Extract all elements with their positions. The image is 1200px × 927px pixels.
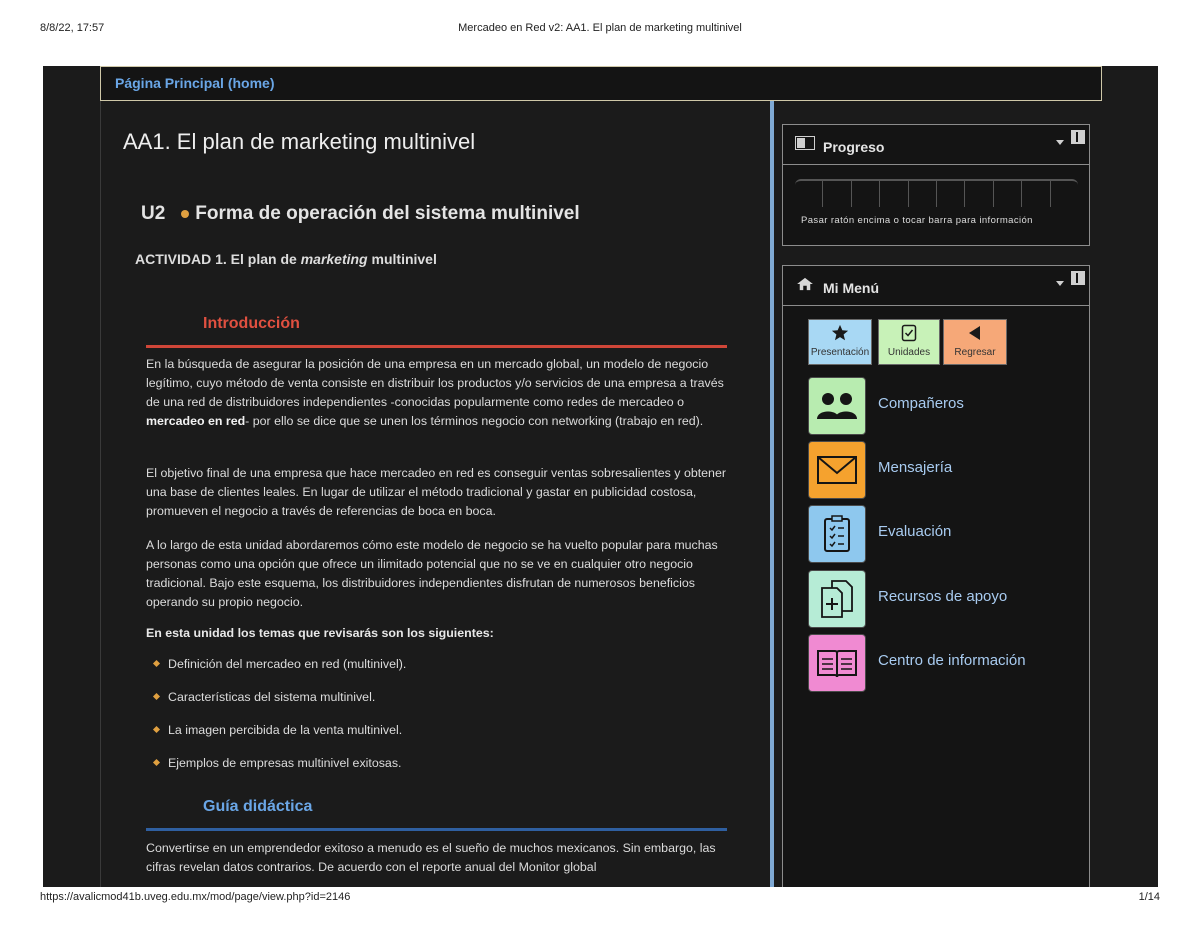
unit-header xyxy=(141,203,580,229)
menu-item-evaluacion[interactable] xyxy=(808,505,1098,563)
mensajeria-label: Mensajería xyxy=(878,459,953,476)
intro-paragraph-3: A lo largo de esta unidad abordaremos cómo este modelo de negocio se ha vuelto popular para muchas personas como una opción que ofrece un ilimitado potencial que no se ve en cualquier otro negocio tradicional. Bajo este esquema, los distribuidores independientes disfrutan de numerosos beneficios operando su propio negocio. xyxy=(146,538,718,609)
add-document-icon-tile[interactable] xyxy=(808,570,866,628)
recursos-label: Recursos de apoyo xyxy=(878,588,1008,605)
list-item xyxy=(154,723,402,737)
menu-header xyxy=(783,266,1089,306)
progress-segment[interactable] xyxy=(994,181,1022,207)
diamond-bullet-icon xyxy=(153,693,160,700)
dock-icon[interactable] xyxy=(1071,271,1085,285)
back-arrow-icon xyxy=(967,324,983,342)
star-icon xyxy=(831,324,849,342)
evaluacion-label: Evaluación xyxy=(878,523,952,540)
intro-paragraph-1 xyxy=(146,355,731,431)
topic-label: Ejemplos de empresas multinivel exitosas. xyxy=(168,756,402,770)
topic-label: Definición del mercadeo en red (multinivel). xyxy=(168,657,407,671)
book-icon xyxy=(816,647,858,679)
presentacion-button[interactable] xyxy=(808,319,872,365)
progress-segment[interactable] xyxy=(852,181,880,207)
chevron-down-icon[interactable] xyxy=(1056,140,1064,145)
print-url: https://avalicmod41b.uveg.edu.mx/mod/page/view.php?id=2146 xyxy=(40,891,351,903)
main-content xyxy=(100,101,771,887)
list-item xyxy=(154,657,406,671)
dock-icon[interactable] xyxy=(1071,130,1085,144)
menu-item-recursos[interactable] xyxy=(808,570,1098,628)
checklist-icon-tile[interactable] xyxy=(808,505,866,563)
unidades-button[interactable] xyxy=(878,319,940,365)
list-item xyxy=(154,756,401,770)
progress-segment[interactable] xyxy=(1051,181,1078,207)
progress-hint: Pasar ratón encima o tocar barra para información xyxy=(801,215,1033,226)
intro-divider xyxy=(146,345,727,348)
progress-bar[interactable] xyxy=(795,179,1078,209)
topic-label: La imagen percibida de la venta multinivel. xyxy=(168,723,403,737)
book-icon-tile[interactable] xyxy=(808,634,866,692)
topic-label: Características del sistema multinivel. xyxy=(168,690,376,704)
checkbox-icon xyxy=(901,324,917,342)
activity-title xyxy=(135,251,437,267)
menu-item-centro[interactable] xyxy=(808,634,1098,692)
column-divider xyxy=(770,101,774,887)
navbar xyxy=(100,66,1102,101)
checklist-icon xyxy=(823,515,851,553)
p1-bold: mercadeo en red xyxy=(146,414,246,428)
progress-segment[interactable] xyxy=(909,181,937,207)
print-date: 8/8/22, 17:57 xyxy=(40,22,105,34)
envelope-icon-tile[interactable] xyxy=(808,441,866,499)
menu-title: Mi Menú xyxy=(823,280,879,296)
unit-code: U2 xyxy=(141,203,166,224)
progress-segment[interactable] xyxy=(823,181,851,207)
progress-segment[interactable] xyxy=(965,181,993,207)
activity-emphasis: marketing xyxy=(300,251,368,267)
list-item xyxy=(154,690,375,704)
companeros-label: Compañeros xyxy=(878,395,964,412)
topics-intro: En esta unidad los temas que revisarás son los siguientes: xyxy=(146,626,494,640)
print-title: Mercadeo en Red v2: AA1. El plan de marketing multinivel xyxy=(458,22,742,34)
guide-paragraph: Convertirse en un emprendedor exitoso a menudo es el sueño de muchos mexicanos. Sin embargo, las cifras revelan datos contrarios. De acuerdo con el reporte anual del Monitor global xyxy=(146,841,716,874)
diamond-bullet-icon xyxy=(153,660,160,667)
intro-heading: Introducción xyxy=(203,315,300,332)
print-header xyxy=(40,22,1160,38)
progress-title: Progreso xyxy=(823,139,885,155)
diamond-bullet-icon xyxy=(153,726,160,733)
progress-segment[interactable] xyxy=(1022,181,1050,207)
presentacion-label: Presentación xyxy=(810,347,870,358)
p1-part-c: - por ello se dice que se unen los términos negocio con networking (trabajo en red). xyxy=(245,414,704,428)
unit-name: Forma de operación del sistema multinivel xyxy=(195,203,580,224)
chevron-down-icon[interactable] xyxy=(1056,281,1064,286)
progress-segment[interactable] xyxy=(880,181,908,207)
centro-label: Centro de información xyxy=(878,652,1026,669)
progress-segment[interactable] xyxy=(937,181,965,207)
home-icon xyxy=(795,277,815,291)
diamond-bullet-icon xyxy=(153,759,160,766)
page-title: AA1. El plan de marketing multinivel xyxy=(123,129,476,154)
guide-heading: Guía didáctica xyxy=(203,798,313,815)
regresar-label: Regresar xyxy=(954,347,996,358)
bullet-icon xyxy=(181,210,189,218)
print-footer xyxy=(40,891,1160,907)
progress-header xyxy=(783,125,1089,165)
activity-prefix: ACTIVIDAD 1. El plan de xyxy=(135,251,301,267)
envelope-icon xyxy=(816,455,858,485)
home-link[interactable]: Página Principal (home) xyxy=(115,75,275,91)
people-icon-tile[interactable] xyxy=(808,377,866,435)
people-icon xyxy=(816,391,858,421)
menu-item-companeros[interactable] xyxy=(808,377,1098,435)
progress-segment[interactable] xyxy=(795,181,823,207)
p1-part-a: En la búsqueda de asegurar la posición de una empresa en un mercado global, un modelo de negocio legítimo, cuyo método de venta consiste en distribuir los productos y/o servicios de una empresa a través de una red de distribuidores independientes -conocidas popularmente como redes de mercadeo o xyxy=(146,357,724,409)
print-page-number: 1/14 xyxy=(1138,891,1160,903)
unidades-label: Unidades xyxy=(887,347,931,358)
menu-item-mensajeria[interactable] xyxy=(808,441,1098,499)
guide-divider xyxy=(146,828,727,831)
add-document-icon xyxy=(820,579,854,619)
activity-suffix: multinivel xyxy=(367,251,437,267)
progress-chart-icon xyxy=(795,136,815,150)
page-frame xyxy=(43,66,1158,887)
regresar-button[interactable] xyxy=(943,319,1007,365)
intro-paragraph-2: El objetivo final de una empresa que hace mercadeo en red es conseguir ventas sobresalientes y obtener una base de clientes leales. En lugar de utilizar el método tradicional y gastar en publicidad costosa, promueven el negocio a través de referencias de boca en boca. xyxy=(146,466,726,518)
progress-block xyxy=(782,124,1090,246)
